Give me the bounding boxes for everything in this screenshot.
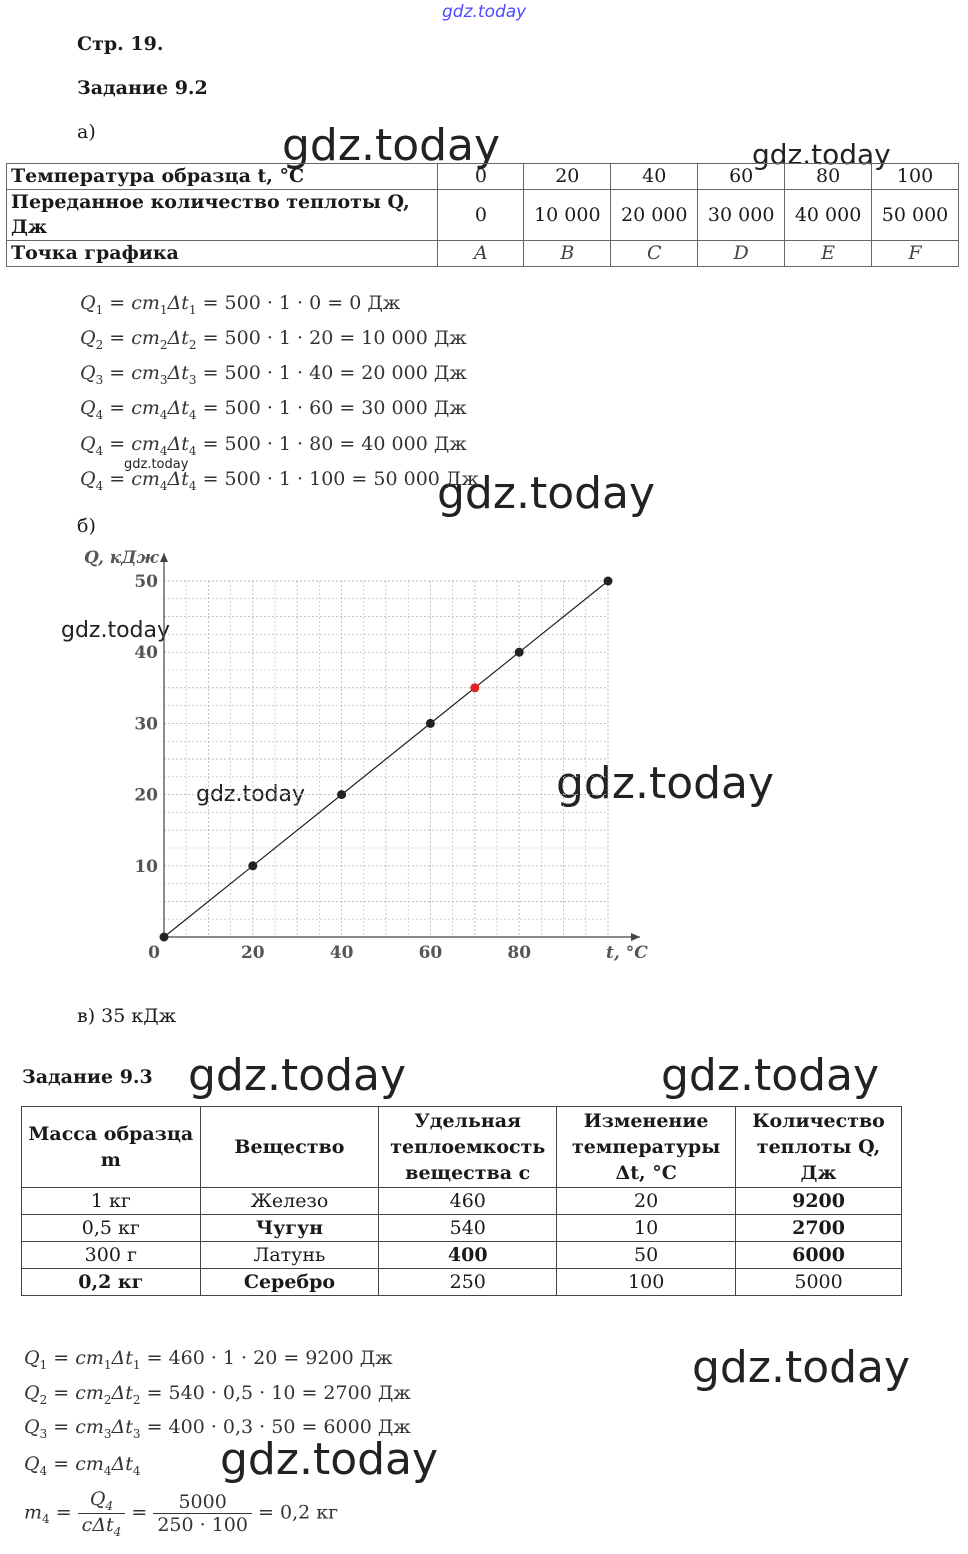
temperature-table: [6, 163, 959, 267]
table-cell: 30 000: [698, 190, 785, 241]
mass-formula: $m_4$ = $\frac{Q_4}{c\Delta t_4}$ = $\frac{5000}{250 \cdot 100}$ = 0,2 кг: [24, 1488, 339, 1539]
table-cell: 20: [557, 1188, 736, 1215]
x-tick-label: 40: [329, 943, 354, 963]
part-b-label: б): [77, 515, 96, 537]
table-cell: 250: [379, 1269, 557, 1296]
data-point: [515, 648, 524, 657]
table-row: [22, 1188, 902, 1215]
formula: $Q_4 = cm_4\Delta t_4$: [24, 1453, 141, 1478]
task-title: Задание 9.3: [22, 1066, 153, 1088]
table-cell: 1 кг: [22, 1188, 201, 1215]
watermark: gdz.today: [196, 782, 306, 807]
data-point: [337, 790, 346, 799]
table-row: [22, 1215, 902, 1242]
table-cell: 40 000: [785, 190, 872, 241]
table-row: [22, 1242, 902, 1269]
x-tick-label: 60: [418, 943, 443, 963]
table-cell: C: [611, 241, 698, 267]
table-cell: 0,5 кг: [22, 1215, 201, 1242]
heat-chart: [0, 540, 700, 970]
watermark: gdz.today: [61, 618, 171, 643]
table-row: [7, 241, 959, 267]
table-cell: Серебро: [200, 1269, 379, 1296]
table-cell: A: [438, 241, 524, 267]
formula: $Q_3 = cm_3\Delta t_3 = 500 \cdot 1 \cdot 40 = 20$ 000 Дж: [80, 362, 467, 387]
y-tick-label: 20: [134, 785, 158, 806]
table-cell: Чугун: [200, 1215, 379, 1242]
watermark: gdz.today: [188, 1050, 407, 1101]
formula: $Q_4 = cm_4\Delta t_4 = 500 \cdot 1 \cdot 80 = 40$ 000 Дж: [80, 433, 467, 458]
table-row: [7, 164, 959, 190]
column-header: Вещество: [200, 1107, 379, 1188]
x-axis-arrow-icon: [631, 933, 640, 941]
table-cell: 6000: [736, 1242, 902, 1269]
table-cell: 400: [379, 1242, 557, 1269]
formula: $Q_1 = cm_1\Delta t_1 = 460 \cdot 1 \cdot 20 = 9200$ Дж: [24, 1347, 393, 1372]
table-cell: 100: [557, 1269, 736, 1296]
watermark: gdz.today: [437, 468, 656, 519]
watermark: gdz.today: [220, 1434, 439, 1485]
watermark: gdz.today: [556, 758, 775, 809]
part-c-answer: в) 35 кДж: [77, 1005, 177, 1027]
row-header: Переданное количество теплоты Q, Дж: [7, 190, 438, 241]
table-cell: E: [785, 241, 872, 267]
table-cell: 9200: [736, 1188, 902, 1215]
x-tick-label: 80: [507, 943, 532, 963]
data-point: [426, 719, 435, 728]
table-cell: 460: [379, 1188, 557, 1215]
table-cell: 0: [438, 164, 524, 190]
table-cell: 2700: [736, 1215, 902, 1242]
table-cell: 80: [785, 164, 872, 190]
task-title: Задание 9.2: [77, 77, 208, 99]
substance-table: [21, 1106, 902, 1296]
formula: $Q_2 = cm_2\Delta t_2 = 500 \cdot 1 \cdot 20 = 10$ 000 Дж: [80, 327, 467, 352]
table-cell: 100: [872, 164, 959, 190]
x-tick-label: 0: [148, 943, 160, 963]
column-header: Масса образца m: [22, 1107, 201, 1188]
table-cell: Железо: [200, 1188, 379, 1215]
y-tick-label: 40: [134, 643, 158, 664]
table-cell: 50: [557, 1242, 736, 1269]
table-cell: D: [698, 241, 785, 267]
x-axis-label: t, °C: [606, 943, 648, 963]
table-cell: 20: [524, 164, 611, 190]
formula: $Q_1 = cm_1\Delta t_1 = 500 \cdot 1 \cdot 0 = 0$ Дж: [80, 292, 401, 317]
highlight-point: [470, 683, 479, 692]
part-a-label: а): [77, 121, 96, 143]
formula: $Q_4 = cm_4\Delta t_4 = 500 \cdot 1 \cdot 100 = 50$ 000 Дж: [80, 468, 479, 493]
watermark: gdz.today: [692, 1342, 911, 1393]
y-tick-label: 10: [134, 856, 158, 877]
table-cell: 300 г: [22, 1242, 201, 1269]
table-header-row: [22, 1107, 902, 1188]
table-row: [22, 1269, 902, 1296]
row-header: Температура образца t, °C: [7, 164, 438, 190]
table-cell: F: [872, 241, 959, 267]
table-cell: 0,2 кг: [22, 1269, 201, 1296]
column-header: Изменение температуры Δt, °C: [557, 1107, 736, 1188]
watermark: gdz.today: [124, 457, 189, 472]
table-cell: 0: [438, 190, 524, 241]
formula: $Q_3 = cm_3\Delta t_3 = 400 \cdot 0,3 \cdot 50 = 6000$ Дж: [24, 1416, 411, 1441]
table-cell: 20 000: [611, 190, 698, 241]
page-label: Стр. 19.: [77, 33, 164, 55]
table-cell: 540: [379, 1215, 557, 1242]
table-cell: B: [524, 241, 611, 267]
watermark-top: gdz.today: [442, 2, 527, 22]
table-row: [7, 190, 959, 241]
table-cell: 10 000: [524, 190, 611, 241]
formula: $Q_4 = cm_4\Delta t_4 = 500 \cdot 1 \cdot 60 = 30$ 000 Дж: [80, 397, 467, 422]
table-cell: 50 000: [872, 190, 959, 241]
data-point: [160, 933, 169, 942]
watermark: gdz.today: [661, 1050, 880, 1101]
y-axis-label: Q, кДж: [84, 548, 159, 568]
data-point: [604, 577, 613, 586]
watermark: gdz.today: [752, 138, 891, 171]
y-tick-label: 50: [134, 572, 158, 592]
column-header: Удельная теплоемкость вещества c: [379, 1107, 557, 1188]
row-header: Точка графика: [7, 241, 438, 267]
x-tick-label: 20: [240, 943, 265, 963]
table-cell: 60: [698, 164, 785, 190]
table-cell: 5000: [736, 1269, 902, 1296]
watermark: gdz.today: [282, 120, 501, 171]
table-cell: Латунь: [200, 1242, 379, 1269]
table-cell: 10: [557, 1215, 736, 1242]
table-cell: 40: [611, 164, 698, 190]
column-header: Количество теплоты Q, Дж: [736, 1107, 902, 1188]
data-point: [248, 861, 257, 870]
formula: $Q_2 = cm_2\Delta t_2 = 540 \cdot 0,5 \cdot 10 = 2700$ Дж: [24, 1382, 411, 1407]
y-axis-arrow-icon: [160, 553, 168, 562]
y-tick-label: 30: [134, 714, 158, 735]
